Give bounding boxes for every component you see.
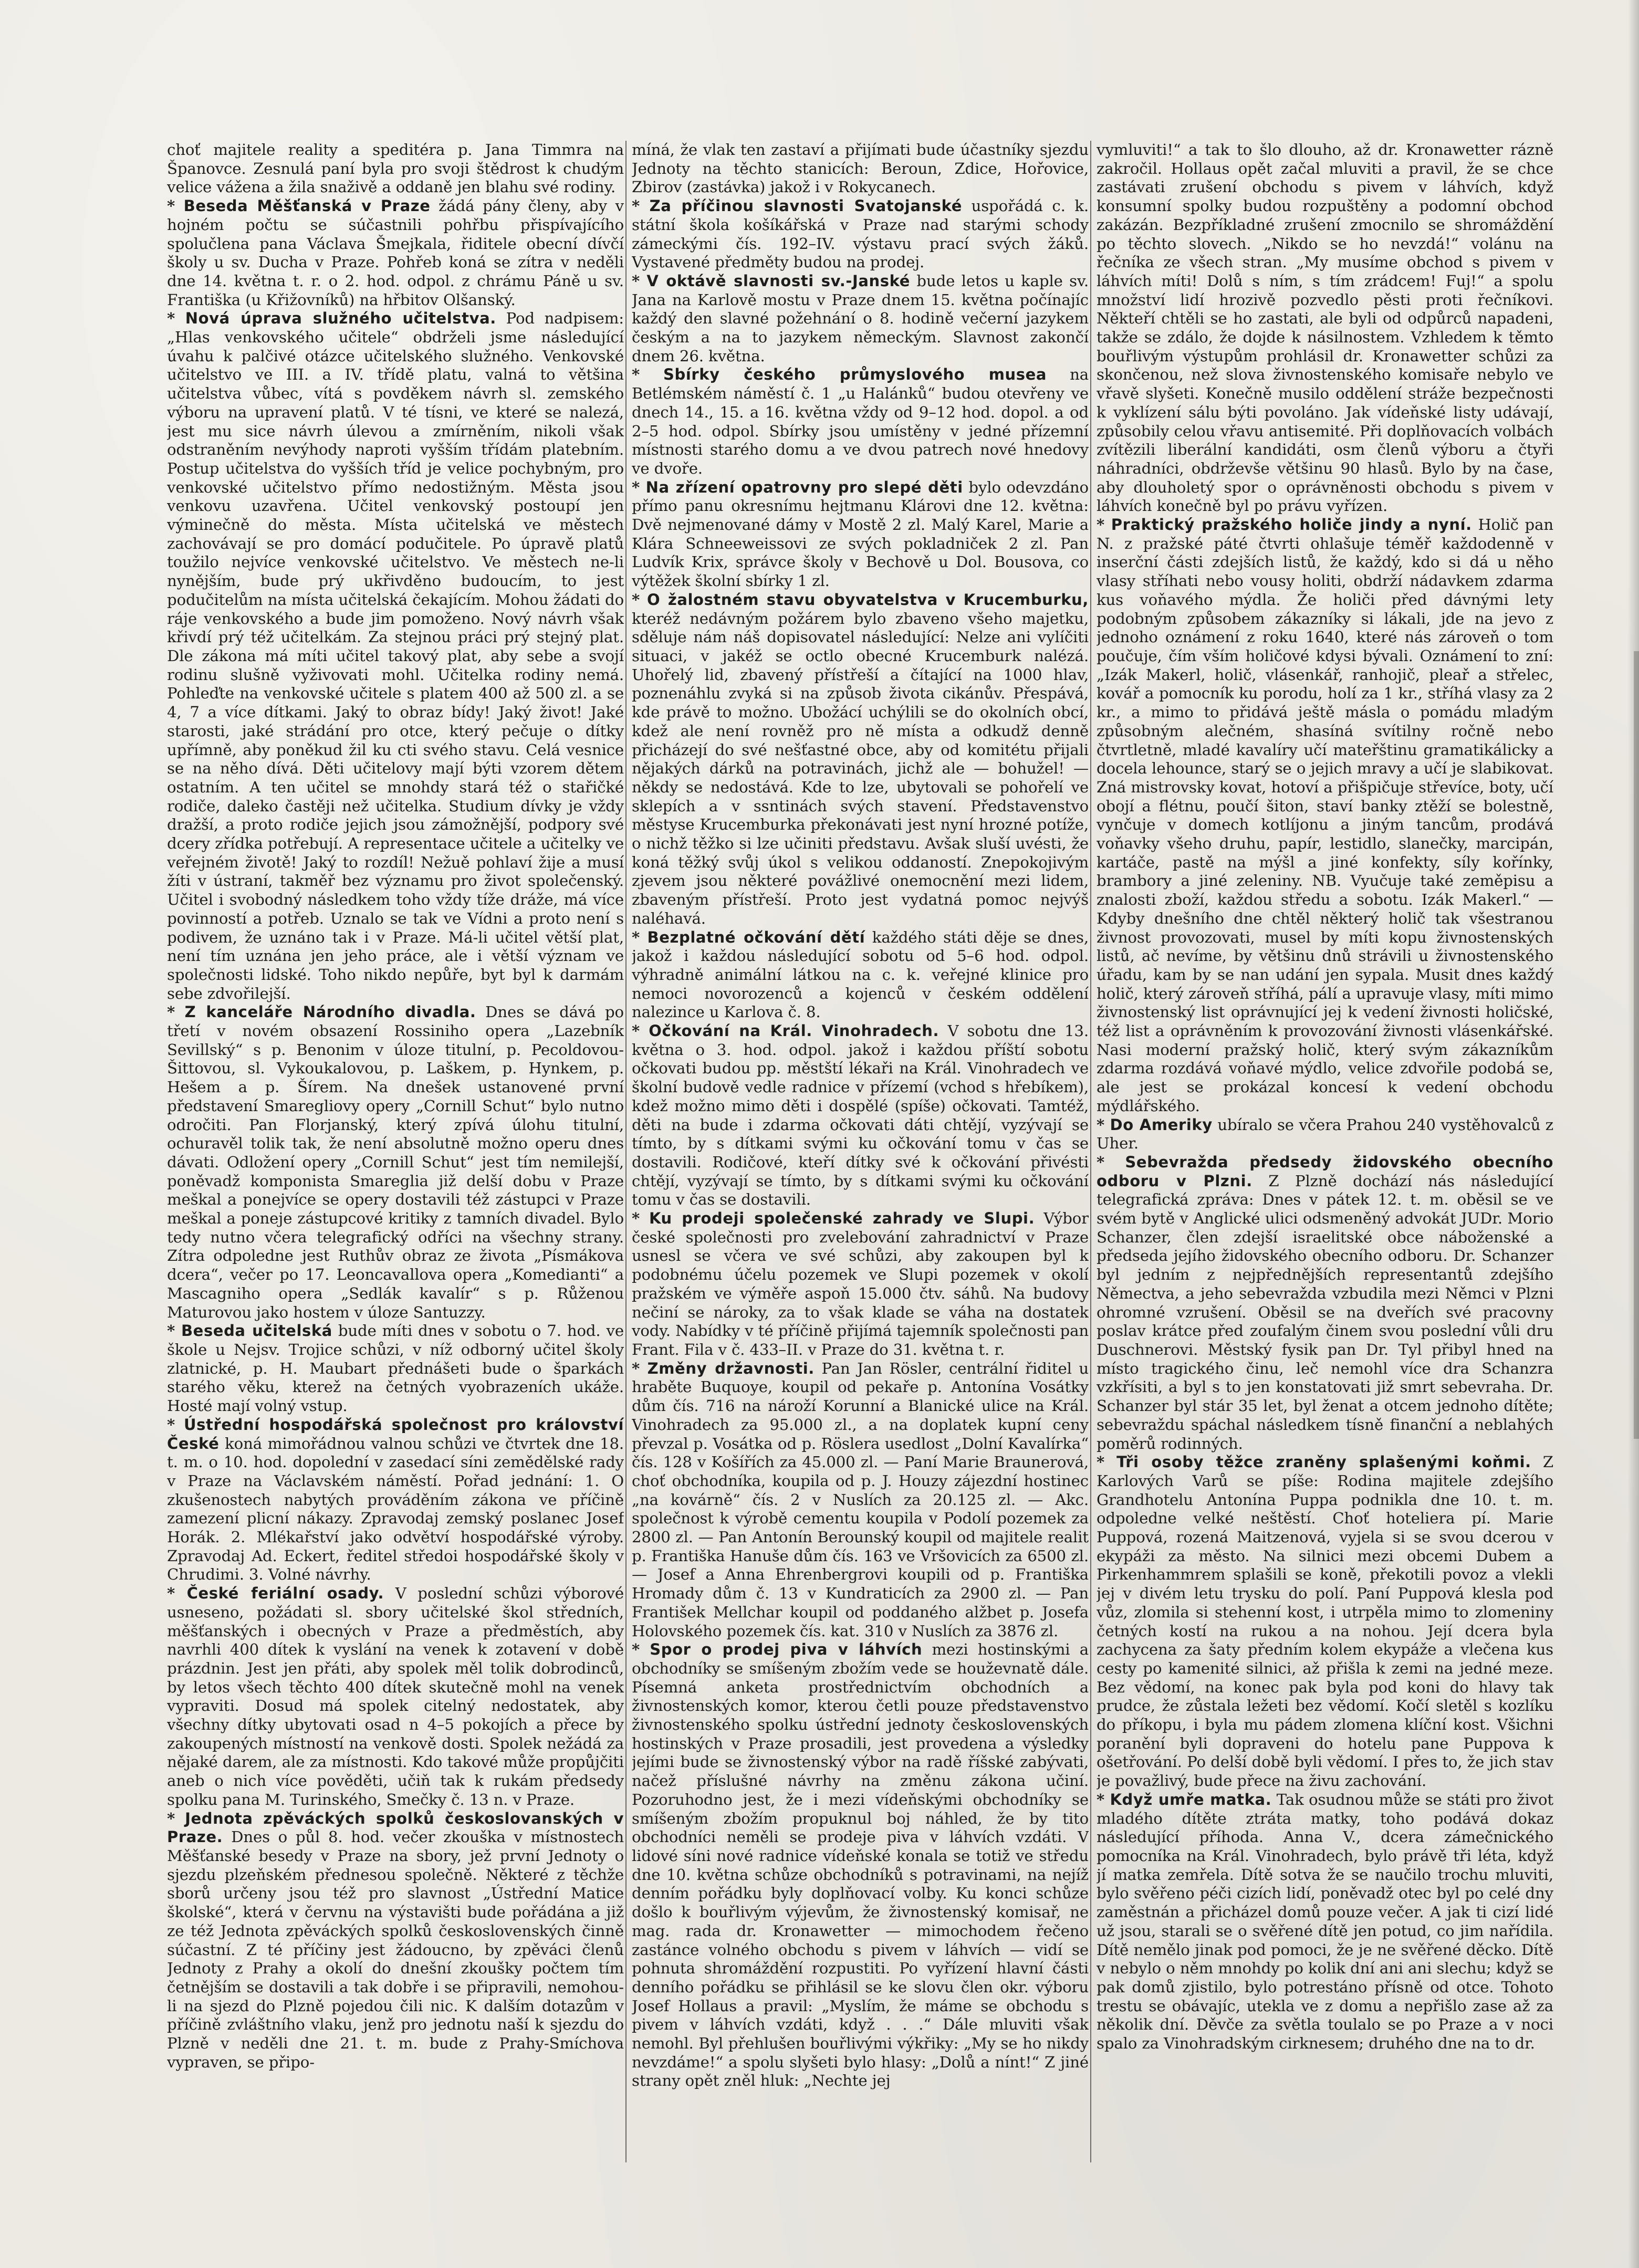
- item-body: žádá pány členy, aby v hojném počtu se súčastnili pohřbu přispívajícího spolučlena pana Václava Šmejkala, řiditele obecní dívčí školy u sv. Ducha v Praze. Pohřeb koná se zítra v neděli dne 14. května t. r. o 2. hod. odpol. z chrámu Páně u sv. Františka (u Křižovníků) na hřbitov Olšanský.: [167, 197, 624, 309]
- news-item: [167, 309, 624, 1003]
- item-bullet: *: [167, 1584, 187, 1603]
- item-body: bude míti dnes v sobotu o 7. hod. ve škole u Nejsv. Trojice schůzi, v níž odborný učitel školy zlatnické, p. H. Maubart přednášeti bude o šparkách starého věku, kterež na četných vyobrazeních ukáže. Hosté mají volný vstup.: [167, 1322, 624, 1415]
- item-headline: Beseda Měšťanská v Praze: [183, 197, 431, 215]
- news-item: [167, 141, 624, 197]
- item-bullet: *: [632, 1209, 649, 1228]
- item-headline: Praktický pražského holiče jindy a nyní.: [1111, 516, 1472, 534]
- item-bullet: *: [632, 197, 650, 215]
- item-headline: Z kanceláře Národního divadla.: [184, 1003, 476, 1021]
- item-headline: Bezplatné očkování dětí: [647, 928, 865, 946]
- news-item: [632, 1209, 1089, 1360]
- item-body: Z Karlových Varů se píše: Rodina majitele zdejšího Grandhotelu Antonína Puppa podnikla dne 10. t. m. odpoledne velké neštěstí. Choť hoteliera pí. Marie Puppová, rozená Maitzenová, vyjela si se svou dcerou v ekypáži za město. Na silnici mezi obcemi Dubem a Pirkenhammrem splašili se koně, překotili povoz a vlekli jej v divém letu trysku do polí. Paní Puppová klesla pod vůz, zlomila si stehenní kost, i utrpěla mimo to zlomeniny četných kostí na rukou a na nohou. Její dcera byla zachycena za šaty předním kolem ekypáže a vlečena kus cesty po kamenité silnici, až přišla k zemi na jedné meze. Bez vědomí, na konec pak byla pod koni do hlavy tak prudce, že zůstala ležeti bez vědomí. Kočí sletěl s kozlíku do příkopu, i byla mu pádem zlomena klíční kost. Všichni poranění byli dopraveni do hotelu pane Puppova k ošetřování. Po delší době byli vědomí. I přes to, že jich stav je považlivý, bude přece na živu zachování.: [1097, 1453, 1553, 1790]
- item-body: Holič pan N. z pražské páté čtvrti ohlašuje téměř každodenně v inserční části zdejších listů, že každý, kdo si dá u něho vlasy stříhati nebo vousy holiti, obdrží nádavkem zdarma kus voňavého mýdla. Že holiči před dávnými lety podobným způsobem zákazníky si lákali, jde na jevo z jednoho oznámení z roku 1640, které nás zároveň o tom poučuje, čím vším holičové kdysi bývali. Oznámení to zní: „Izák Makerl, holič, vlásenkář, ranhojič, pleař a střelec, kovář a pomocník ku porodu, holí za 1 kr., stříhá vlasy za 2 kr., a mimo to přidává ještě másla o pomádu mladým způsobným alečném, shasíná svítilny ročně nebo čtvrtletně, mladé kavalíry učí mateřštinu gramatikálicky a docela lehounce, starý se o jejich mravy a učí je slabikovat. Zná mistrovsky kovat, hotoví a přišpičuje střevíce, boty, učí obojí a flétnu, poučí šiton, staví banky ztěží se bolestně, vynčuje v domech kotlíjonu a jiným tancům, prodává voňavky všeho druhu, papír, lestidlo, slanečky, marcipán, kartáče, pastě na mýšl a jiné konfekty, síly kořínky, brambory a jiné zeleniny. NB. Vyučuje také zeměpisu a znalosti zboží, každou středu a sobotu. Izák Makerl.“ — Kdyby dnešního dne chtěl některý holič tak všestranou živnost provozovati, musel by míti kopu živnostenských listů, ač nevíme, by většinu dnů strávili u živnostenského úřadu, kam by se nan udání jen sypala. Musit dnes každý holič, který zároveň stříhá, pálí a upravuje vlasy, míti mimo živnostenský list oprávnující jej k vedení živnosti holičské, též list a oprávněním k provozování živnosti vlásenkářské. Nasi moderní pražský holič, který svým zákazníkům zdarma rozdává voňavé mýdlo, velice zdvořile podobá se, ale jest se prokázal koncesí k vedení obchodu mýdlářského.: [1097, 516, 1553, 1115]
- item-body: Dnes o půl 8. hod. večer zkouška v místnostech Měšťanské besedy v Praze na sbory, jež první Jednoty o sjezdu plzeňském přednesou společně. Některé z těchže sborů určeny jsou též pro slavnost „Ústřední Matice školské“, která v červnu na výstavišti bude pořádána a již ze též Jednota zpěváckých spolků československých činně súčastní. Z té příčiny jest žádoucno, by zpěváci členů Jednoty z Prahy a okolí do dnešní zkoušky počtem tím četnějším se dostavili a tak dobře i se připravili, nemohou-li na sjezd do Plzně pojedou čili nic. K dalším dotazům v příčině zvláštního vlaku, jenž pro jednotu naší k sjezdu do Plzně v neděli dne 21. t. m. bude z Prahy-Smíchova vypraven, se připo-: [167, 1828, 624, 2071]
- item-body: Dnes se dává po třetí v novém obsazení Rossiniho opera „Lazebník Sevillský“ s p. Benonim v úloze titulní, p. Pecoldovou-Šittovou, sl. Vykoukalovou, p. Laškem, p. Hynkem, p. Hešem a p. Šírem. Na dnešek ustanovené první představení Smaregliovy opery „Cornill Schut“ bylo nutno odročiti. Pan Florjanský, který zpívá úlohu titulní, ochuravěl tolik tak, že není absolutně možno operu dnes dávati. Odložení opery „Cornill Schut“ jest tím nemilejší, poněvadž komponista Smareglia již delší dobu v Praze meškal a ponejvíce se opery dostavili též zástupci v Praze meškal a poneje zástupcové kritiky z tamních divadel. Bylo tedy nutno včera telegrafický odříci na všechny strany. Zítra odpoledne jest Ruthův obraz ze života „Písmákova dcera“, večer po 17. Leoncavallova opera „Komedianti“ a Mascagniho opera „Sedlák kavalír“ s p. Růženou Maturovou jako hostem v úloze Santuzzy.: [167, 1003, 624, 1321]
- item-bullet: *: [632, 478, 646, 496]
- binding-mark: [1634, 651, 1639, 1439]
- item-body: míná, že vlak ten zastaví a přijímati bude účastníky sjezdu Jednoty na těchto stanicích: Beroun, Zdice, Hořovice, Zbirov (zastávka) jakož i v Rokycanech.: [632, 141, 1089, 196]
- item-headline: Sbírky českého průmyslového musea: [663, 365, 1047, 384]
- item-headline: Nová úprava služného učitelstva.: [185, 309, 496, 328]
- item-body: Z Plzně dochází nás následující telegrafická zpráva: Dnes v pátek 12. t. m. oběsil se ve svém bytě v Anglické ulici odsmeněný advokát JUDr. Morio Schanzer, člen zdejší israelitské obce náboženské a předseda jejího židovského obecního odboru. Dr. Schanzer byl jedním z nejpřednějších representantů zdejšího Němectva, a jeho sebevražda vzbudila mezi Němci v Plzni ohromné vzrušení. Oběsil se na dveřích své pracovny poslav krátce před zoufalým činem svou poslední vůli dru Duschnerovi. Městský fysik pan Dr. Tyl přibyl hned na místo tragického činu, leč nemohl více dra Schanzra vzkřísiti, a byl s to jen konstatovati již smrt sebevraha. Dr. Schanzer byl stár 35 let, byl ženat a otcem jednoho dítěte; sebevraždu spáchal následkem tísně finanční a neblahých poměrů rodinných.: [1097, 1172, 1553, 1452]
- item-bullet: *: [167, 1415, 184, 1434]
- news-item: [1097, 141, 1553, 516]
- news-item: [632, 197, 1089, 272]
- news-item: [167, 1416, 624, 1584]
- news-item: [1097, 516, 1553, 1116]
- news-item: [632, 591, 1089, 928]
- news-item: [632, 1640, 1089, 2091]
- news-item: [167, 1322, 624, 1416]
- news-item: [167, 1810, 624, 2072]
- item-headline: Jednota zpěváckých spolků českoslovanských v Praze.: [167, 1809, 624, 1846]
- item-bullet: *: [632, 1022, 649, 1040]
- news-item: [1097, 1153, 1553, 1453]
- item-bullet: *: [1097, 1790, 1110, 1809]
- item-body: koná mimořádnou valnou schůzi ve čtvrtek dne 18. t. m. o 10. hod. dopolední v zasedací síni zemědělské rady v Praze na Václavském náměstí. Pořad jednání: 1. O zkušenostech nabytých prováděním zákona ve příčině zamezení plicní nákazy. Zpravodaj zemský poslanec Josef Horák. 2. Mlékařství jako odvětví hospodářské výroby. Zpravodaj Ad. Eckert, ředitel středoi hospodářské školy v Chrudimi. 3. Volné návrhy.: [167, 1434, 624, 1584]
- item-headline: Sebevražda předsedy židovského obecního odboru v Plzni.: [1097, 1153, 1553, 1190]
- item-body: na Betlémském náměstí č. 1 „u Halánků“ budou otevřeny ve dnech 14., 15. a 16. května vždy od 9–12 hod. dopol. a od 2–5 hod. odpol. Sbírky jsou umístěny v jedné přízemní místnosti starého domu a ve dvou patrech nové hnedovy ve dvoře.: [632, 365, 1089, 477]
- item-body: kteréž nedávným požárem bylo zbaveno všeho majetku, sděluje nám náš dopisovatel následující: Nelze ani vylíčiti situaci, v jakéž se octlo obecné Krucemburk nalézá. Uhořelý lid, zbavený přístřeší a čítající na 1000 hlav, poznenáhlu zvyká si na způsob života cikánův. Přespává, kde právě to možno. Ubožácí uchýlili se do okolních obcí, kdež ale není rovněž pro ně místa a odkudž denně přicházejí do své nešťastné obce, aby od komitétu přijali nějakých dárků na potravinách, jichž ale — bohužel! — někdy se nedostává. Kde to lze, ubytovali se pohořelí ve sklepích a v ssntinách svých stavení. Představenstvo městyse Krucemburka překonávati jest nyní hrozné potíže, o nichž těžko si lze učiniti představu. Avšak sluší uvésti, že koná těžký svůj úkol s velikou oddaností. Znepokojivým zjevem jsou některé povážlivé onemocnění mezi lidem, zbaveným přístřeší. Proto jest vydatná pomoc nejvýš naléhavá.: [632, 609, 1089, 927]
- item-bullet: *: [167, 1003, 185, 1021]
- item-bullet: *: [1097, 1453, 1117, 1471]
- item-headline: Spor o prodej piva v láhvích: [650, 1640, 923, 1659]
- news-item: [632, 1022, 1089, 1209]
- item-bullet: *: [632, 590, 648, 609]
- item-headline: O žalostném stavu obyvatelstva v Krucemburku,: [647, 590, 1089, 609]
- news-item: [167, 1584, 624, 1809]
- item-body: uspořádá c. k. státní škola košíkářská v Praze nad starými schody zámeckými čís. 192–IV. výstavu prací svých žáků. Vystavené předměty budou na prodej.: [632, 197, 1089, 271]
- column-3: [1097, 141, 1553, 2165]
- item-body: Pod nadpisem: „Hlas venkovského učitele“ obdrželi jsme následující úvahu k palčivé otázce učitelského služného. Venkovské učitelstvo ve III. a IV. třídě platu, valná to většina učitelstva vůbec, vítá s povděkem návrh sl. zemského výboru na upravení platů. V té tísni, ve které se nalezá, jest mu sice návrh úlevou a zmírněním, nikoli však odstraněním nevýhody naproti vyšším třídám platebním. Postup učitelstva do vyšších tříd je velice pochybným, pro venkovské učitelstvo přímo nedostižným. Města jsou venkovu uzavřena. Učitel venkovský postoupí jen výminečně do města. Místa učitelská ve městech zachovávají se pro domácí podučitele. Po úpravě platů toužilo nejvíce venkovské učitelstvo. Ve městech ne-li nynějším, bude prý ukřivděno budoucím, to jest podučitelům na místa učitelská čekajícím. Mohou žádati do ráje venkovského a bude jim pomoženo. Nový návrh však křivdí prý též učitelkám. Za stejnou práci prý stejný plat. Dle zákona má míti učitel takový plat, aby sebe a svojí rodinu slušně vyživovati mohl. Učitelka rodiny nemá. Pohleďte na venkovské učitele s platem 400 až 500 zl. a se 4, 7 a více dítkami. Jaký to obraz bídy! Jaký život! Jaké starosti, jaké strádání pro otce, který pečuje o dítky upřímně, aby poněkud žil ku cti svého stavu. Celá vesnice se na něho dívá. Děti učitelovy mají býti vzorem dětem ostatním. A ten učitel se mnohdy stará též o stařičké rodiče, daleko častěji než učitelka. Studium dívky je vždy dražší, a proto rodiče jejich jsou zámožnější, podpory své dcery zřídka potřebují. A representace učitele a učitelky ve veřejném životě! Jaký to rozdíl! Nežuě pohlaví žije a musí žíti v ústraní, takměř bez významu pro život společenský. Učitel i svobodný následkem toho vždy tíže dráže, má více povinností a potřeb. Uznalo se tak ve Vídni a proto není s podivem, že uznáno tak i v Praze. Má-li učitel větší plat, není tím uznána jen jeho práce, ale i větší význam ve společnosti lidské. Toho nikdo nepůře, byt byl k darmám sebe zdvořilejší.: [167, 309, 624, 1002]
- item-body: V poslední schůzi výborové usneseno, požádati sl. sbory učitelské škol středních, měšťanských i obecných v Praze a předměstích, aby navrhli 400 dítek k vyslání na venek k zotavení v době prázdnin. Jest jen přáti, aby spolek měl tolik dobrodinců, by letos všech těchto 400 dítek skutečně mohl na venek vypraviti. Dosud má spolek citelný nedostatek, aby všechny dítky ubytovati osad n 4–5 pokojích a přece by zakoupených místností na venkově dosti. Spolek nežádá za nějaké darem, ale za místnosti. Kdo takové může propůjčiti aneb o nich více pověděti, učiň tak k rukám předsedy spolku pana M. Turinského, Smečky č. 13 n. v Praze.: [167, 1584, 624, 1809]
- item-body: Výbor české společnosti pro zvelebování zahradnictví v Praze usnesl se včera ve své schůzi, aby zakoupen byl k podobnému účelu pozemek ve Slupi pozemek v okolí pražském ve výměře aspoň 15.000 čtv. sáhů. Na budovy nečiní se nároky, za to však klade se váha na dostatek vody. Nabídky v té příčině přijímá tajemník společnosti pan Frant. Fila v č. 433–II. v Praze do 31. května t. r.: [632, 1209, 1089, 1358]
- item-headline: Když umře matka.: [1110, 1790, 1272, 1809]
- item-bullet: *: [167, 1322, 181, 1340]
- item-body: každého státi děje se dnes, jakož i každou následující sobotu od 5–6 hod. odpol. výhradně animální látkou na c. k. veřejné klinice pro nemoci novorozenců a kojenců v českém oddělení nalezince u Karlova č. 8.: [632, 928, 1089, 1021]
- item-body: bude letos u kaple sv. Jana na Karlově mostu v Praze dnem 15. května počínajíc každý den slavné požehnání o 8. hodině večerní jazykem českým a na to jazykem německým. Slavnost zakončí dnem 26. května.: [632, 271, 1089, 365]
- item-bullet: *: [632, 1359, 648, 1377]
- item-headline: Za příčinou slavnosti Svatojanské: [649, 197, 962, 215]
- news-item: [632, 478, 1089, 591]
- item-headline: Ku prodeji společenské zahrady ve Slupi.: [649, 1209, 1035, 1228]
- item-bullet: *: [632, 365, 663, 384]
- news-item: [632, 272, 1089, 366]
- item-headline: V oktávě slavnosti sv.-Janské: [646, 271, 911, 290]
- item-body: choť majitele reality a speditéra p. Jana Timmra na Španovce. Zesnulá paní byla pro svoji štědrost k chudým velice vážena a žila snaživě a oddaně jen blahu své rodiny.: [167, 141, 624, 196]
- item-body: Pan Jan Rösler, centrální řiditel u hraběte Buquoye, koupil od pekaře p. Antonína Vosátky dům čís. 716 na nároží Korunní a Blanické ulice na Král. Vinohradech za 95.000 zl., a na doplatek kupní ceny převzal p. Vosátka od p. Röslera usedlost „Dolní Kavalírka“ čís. 128 v Košířích za 45.000 zl. — Paní Marie Braunerová, choť obchodníka, koupila od p. J. Houzy zájezdní hostinec „na kovárně“ čís. 2 v Nuslích za 20.125 zl. — Akc. společnost k výrobě cementu koupila v Podolí pozemek za 2800 zl. — Pan Antonín Berounský koupil od majitele realit p. Františka Hanuše dům čís. 163 ve Vršovicích za 6500 zl. — Josef a Anna Ehrenbergrovi koupili od p. Františka Hromady dům č. 13 v Kundraticích za 2900 zl. — Pan František Mellchar koupil od poddaného alžbet p. Josefa Holovského pozemek čís. kat. 310 v Nuslích za 3876 zl.: [632, 1359, 1089, 1640]
- column-1: [167, 141, 624, 2165]
- item-bullet: *: [1097, 1115, 1110, 1134]
- news-item: [167, 197, 624, 309]
- news-item: [632, 365, 1089, 478]
- item-body: vymluviti!“ a tak to šlo dlouho, až dr. Kronawetter rázně zakročil. Hollaus opět začal mluviti a pravil, že se chce zastávati zrušení obchodu s pivem v láhvích, když konsumní spolky budou rozpuštěny a podomní obchod zakázán. Bezpříkladné zrušení zmocnilo se shromáždění po těchto slovech. „Nikdo se ho nevzdá!“ volánu na řečníka ze všech stran. „My musíme obchod s pivem v láhvích míti! Dolů s ním, s tím zrádcem! Fuj!“ a spolu množství lidí hrozivě pozvedlo pěsti proti řečníkovi. Někteří chtěli se ho zastati, ale byli od odpůrců napadeni, takže se zdálo, že dojde k násilnostem. Vzhledem k těmto bouřlivým výstupům prohlásil dr. Kronawetter schůzi za skončenou, než slova živnostenského komisaře nebylo ve vřavě slyšeti. Konečně musilo oddělení stráže bezpečnosti k vyklízení sálu býti povoláno. Jak vídeňské listy udávají, způsobily celou vřavu antisemité. Při doplňovacích volbách zvítězili liberální kandidáti, osm členů výboru a čtyři náhradníci, obdrževše většinu 90 hlasů. Bylo by na čase, aby dlouholetý spor o oprávněnosti obchodu s pivem v láhvích konečně byl po právu vyřízen.: [1097, 141, 1553, 515]
- item-headline: Na zřízení opatrovny pro slepé děti: [645, 478, 963, 496]
- news-item: [1097, 1116, 1553, 1153]
- item-headline: České feriální osady.: [186, 1584, 384, 1603]
- item-body: mezi hostinskými a obchodníky se smíšeným zbožím vede se houževnatě dále. Písemná anketa prostřednictvím obchodních a živnostenských komor, kterou četli pouze představenstvo živnostenského spolku ústřední jednoty československých hostinských v Praze prosadili, jest provedena a výsledky jejími bude se živnostenský výbor na radě říšské zabývati, načež příslušné návrhy na změnu zákona učiní. Pozoruhodno jest, že i mezi vídeňskými obchodníky se smíšeným zbožím propuknul boj náhled, že by tito obchodníci neměli se prodeje piva v láhvích vzdáti. V lidové síni nové radnice vídeňské konala se totiž ve středu dne 10. května schůze obchodníků s potravinami, na nejíž denním pořádku byly doplňovací volby. Ku konci schůze došlo k bouřlivým výjevům, že živnostenský komisař, ne mag. rada dr. Kronawetter — mimochodem řečeno zastánce volného obchodu s pivem v láhvích — vidí se pohnuta shromáždění rozpustiti. Po vyřízení hlavní části denního pořádku se přihlásil se ke slovu člen okr. výboru Josef Hollaus a pravil: „Myslím, že máme se obchodu s pivem v láhvích vzdáti, když . . .“ Dále mluviti však nemohl. Byl přehlušen bouřlivými výkřiky: „My se ho nikdy nevzdáme!“ a spolu slyšeti bylo hlasy: „Dolů a nínt!“ Z jiné strany opět zněl hluk: „Nechte jej: [632, 1640, 1089, 2090]
- item-bullet: *: [1097, 1153, 1125, 1171]
- item-headline: Tři osoby těžce zraněny splašenými koňmi.: [1116, 1453, 1531, 1471]
- item-body: ubíralo se včera Prahou 240 vystěhovalců z Uher.: [1097, 1115, 1553, 1153]
- item-bullet: *: [632, 271, 647, 290]
- article-columns: [167, 141, 1553, 2165]
- news-item: [167, 1003, 624, 1322]
- item-bullet: *: [632, 928, 648, 946]
- column-2: [632, 141, 1089, 2165]
- item-headline: Očkování na Král. Vinohradech.: [649, 1022, 939, 1040]
- item-headline: Ústřední hospodářská společnost pro království České: [167, 1415, 624, 1452]
- item-headline: Změny državnosti.: [647, 1359, 815, 1377]
- news-item: [1097, 1791, 1553, 2053]
- item-bullet: *: [632, 1640, 650, 1659]
- item-bullet: *: [1097, 516, 1111, 534]
- news-item: [632, 928, 1089, 1022]
- item-headline: Beseda učitelská: [181, 1322, 332, 1340]
- item-headline: Do Ameriky: [1110, 1115, 1213, 1134]
- news-item: [1097, 1453, 1553, 1791]
- item-body: V sobotu dne 13. května o 3. hod. odpol. jakož i každou příští sobotu očkovati budou pp. městští lékaři na Král. Vinohradech ve školní budově vedle radnice v přízemí (vchod s hřebíkem), kdež možno mimo děti i dospělé (spíše) očkovati. Tamtéž, děti na bude i zdarma očkovati dáti chtějí, vyzývají se tímto, by s dítkami svými ku očkování tomu v čas se dostavili. Rodičové, kteří dítky své k očkování přivésti chtějí, vyzývají se tímto, by s dítkami svými ku očkování tomu v čas se dostavili.: [632, 1022, 1089, 1209]
- news-item: [632, 1360, 1089, 1641]
- item-body: bylo odevzdáno přímo panu okresnímu hejtmanu Klárovi dne 12. května: Dvě nejmenované dámy v Mostě 2 zl. Malý Karel, Marie a Klára Schneeweissovi ze svých pokladniček 2 zl. Pan Ludvík Krix, správce školy v Bechově u Dol. Bousova, co výtěžek školní sbírky 1 zl.: [632, 478, 1089, 590]
- item-body: Tak osudnou může se státi pro život mladého dítěte ztráta matky, toho podává dokaz následující příhoda. Anna V., dcera zámečnického pomocníka na Král. Vinohradech, bylo právě tři léta, když jí matka zemřela. Dítě sotva že se naučilo trochu mluviti, bylo svěřeno péči cizích lidí, poněvadž otec byl po celé dny zaměstnán a přicházel domů pouze večer. A jak ti cizí lidé už jsou, starali se o svěřené dítě jen potud, co jim nařídila. Dítě nemělo jinak pod pomoci, že je ne svěřené děcko. Dítě v nebylo o něm mnohdy po kolik dní ani ani slechu; když se pak domů zjistilo, bylo potrestáno přísně od otce. Tohoto trestu se obávajíc, utekla ve z domu a nepřišlo zase až za několik dní. Děvče za světla toulalo se po Praze a v noci spalo za Vinohradským cirknesem; druhého dne na to dr.: [1097, 1790, 1553, 2053]
- item-bullet: *: [167, 197, 184, 215]
- item-bullet: *: [167, 309, 185, 328]
- news-item: [632, 141, 1089, 197]
- item-bullet: *: [167, 1809, 185, 1827]
